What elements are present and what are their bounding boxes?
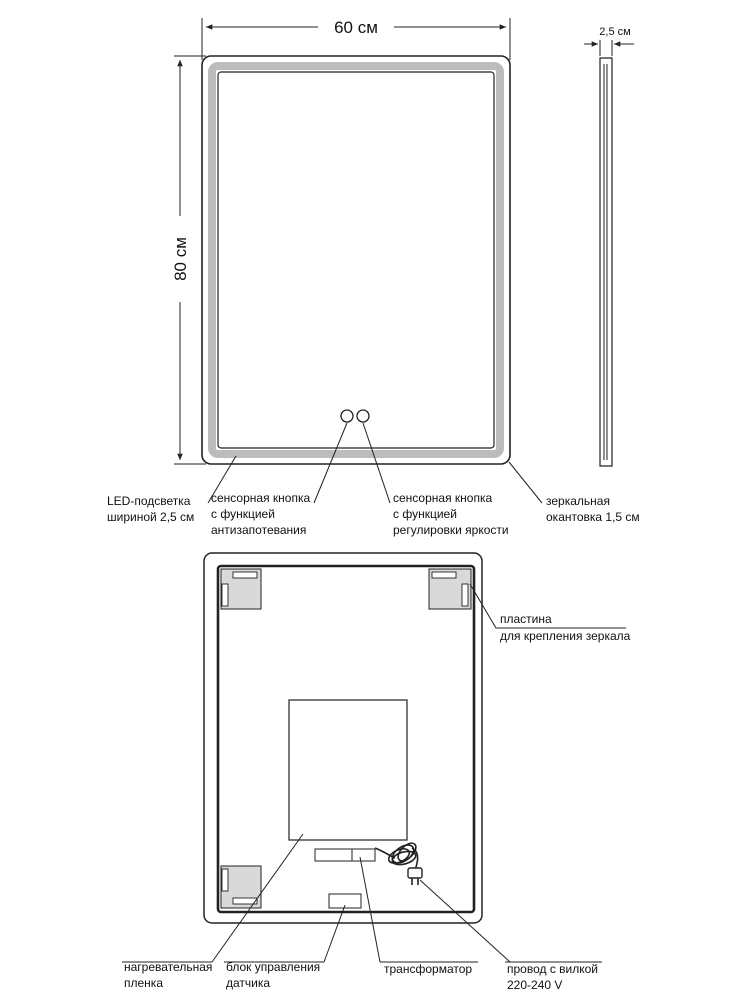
brightness-callout [393, 491, 509, 537]
led-callout [107, 494, 194, 524]
height-label: 80 см [171, 237, 190, 281]
cable-callout [507, 962, 598, 992]
plate-label-line2: для крепления зеркала [500, 629, 631, 643]
depth-label: 2,5 см [599, 26, 631, 38]
plate-label-line1: пластина [500, 612, 552, 626]
plug-icon [408, 868, 422, 885]
brightness-label-line3: регулировки яркости [393, 523, 509, 537]
width-dimension [202, 18, 510, 60]
edging-callout [546, 494, 640, 524]
transformer-callout [384, 962, 472, 976]
mirror-inner-edge [218, 72, 494, 448]
antifog-label-line2: с функцией [211, 507, 275, 521]
control-label-line2: датчика [226, 976, 271, 990]
led-label-line1: LED-подсветка [107, 494, 191, 508]
heating-film [289, 700, 407, 840]
heating-callout [124, 960, 212, 990]
led-strip-band [212, 66, 500, 454]
antifog-label-line3: антизапотевания [211, 523, 307, 537]
mounting-plate-top-right [429, 569, 471, 609]
control-callout [226, 960, 320, 990]
power-cable-coil [375, 840, 419, 870]
heating-label-line2: пленка [124, 976, 163, 990]
edging-label-line1: зеркальная [546, 494, 610, 508]
control-label-line1: блок управления [226, 960, 321, 974]
side-profile [584, 26, 634, 466]
mounting-plate-top-left [221, 569, 261, 609]
transformer-label: трансформатор [384, 962, 473, 976]
heating-label-line1: нагревательная [124, 960, 213, 974]
antifog-callout [211, 491, 310, 537]
cable-label-line1: провод с вилкой [507, 962, 599, 976]
brightness-label-line1: сенсорная кнопка [393, 491, 493, 505]
back-view [204, 553, 482, 923]
height-dimension [171, 56, 206, 464]
front-view [202, 56, 510, 464]
width-label: 60 см [334, 18, 378, 37]
led-label-line2: шириной 2,5 см [107, 510, 195, 524]
antifog-label-line1: сенсорная кнопка [211, 491, 311, 505]
brightness-label-line2: с функцией [393, 507, 457, 521]
mirror-outer-edge [202, 56, 510, 464]
antifog-touch-button [341, 410, 353, 422]
cable-label-line2: 220-240 V [507, 978, 563, 992]
edging-label-line2: окантовка 1,5 см [546, 510, 640, 524]
brightness-touch-button [357, 410, 369, 422]
transformer-block [315, 849, 375, 861]
